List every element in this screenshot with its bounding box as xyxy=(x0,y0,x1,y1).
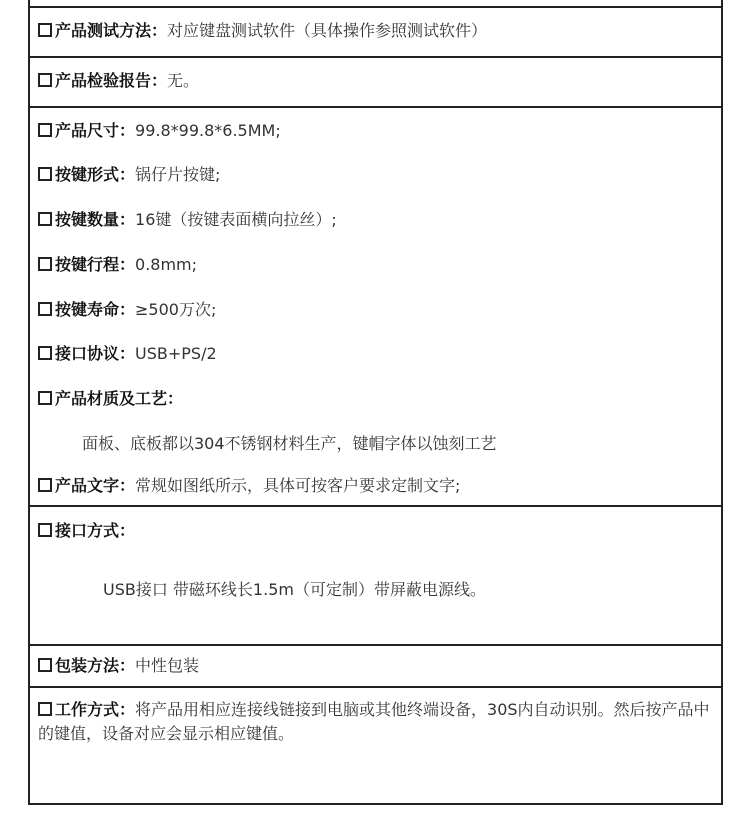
checkbox-icon xyxy=(38,658,52,672)
checkbox-icon xyxy=(38,302,52,316)
spec-row-interface-detail xyxy=(103,579,486,601)
spec-label: 产品尺寸： xyxy=(55,121,136,140)
spec-label: 产品测试方法： xyxy=(55,21,168,40)
spec-row-key-life xyxy=(38,299,216,321)
spec-value: ≥500万次; xyxy=(135,300,217,319)
checkbox-icon xyxy=(38,212,52,226)
spec-row-key-travel xyxy=(38,254,197,276)
checkbox-icon xyxy=(38,123,52,137)
checkbox-icon xyxy=(38,478,52,492)
spec-value: 16键（按键表面横向拉丝）; xyxy=(135,210,337,229)
spec-label: 产品检验报告： xyxy=(55,71,168,90)
spec-label: 按键行程： xyxy=(55,255,136,274)
spec-label: 按键形式： xyxy=(55,165,136,184)
spec-row-packaging xyxy=(38,655,199,677)
spec-row-key-type xyxy=(38,164,220,186)
spec-label: 包装方法： xyxy=(55,656,136,675)
divider xyxy=(28,6,723,8)
spec-value: 0.8mm; xyxy=(135,255,198,274)
spec-value: USB接口 带磁环线长1.5m（可定制）带屏蔽电源线。 xyxy=(103,580,486,599)
divider xyxy=(28,56,723,58)
spec-value: 无。 xyxy=(167,71,200,90)
checkbox-icon xyxy=(38,73,52,87)
spec-row-size xyxy=(38,120,281,142)
checkbox-icon xyxy=(38,257,52,271)
divider xyxy=(28,644,723,646)
spec-value: 99.8*99.8*6.5MM; xyxy=(135,121,281,140)
spec-row-working-mode xyxy=(38,698,718,746)
divider xyxy=(28,686,723,688)
spec-label: 按键数量： xyxy=(55,210,136,229)
spec-row-interface xyxy=(38,520,135,542)
spec-row-key-count xyxy=(38,209,337,231)
spec-label: 产品文字： xyxy=(55,476,136,495)
spec-row-material xyxy=(38,388,183,410)
spec-row-interface-protocol xyxy=(38,343,217,365)
spec-value: 对应键盘测试软件（具体操作参照测试软件） xyxy=(167,21,488,40)
divider xyxy=(28,106,723,108)
spec-value: 常规如图纸所示，具体可按客户要求定制文字; xyxy=(135,476,461,495)
checkbox-icon xyxy=(38,23,52,37)
spec-row-material-detail xyxy=(82,433,497,455)
spec-label: 工作方式： xyxy=(55,700,136,719)
checkbox-icon xyxy=(38,167,52,181)
spec-value: 面板、底板都以304不锈钢材料生产，键帽字体以蚀刻工艺 xyxy=(82,434,497,453)
spec-label: 按键寿命： xyxy=(55,300,136,319)
checkbox-icon xyxy=(38,346,52,360)
spec-row-inspection-report xyxy=(38,70,199,92)
spec-label: 接口协议： xyxy=(55,344,136,363)
divider xyxy=(28,505,723,507)
spec-value: 中性包装 xyxy=(135,656,200,675)
checkbox-icon xyxy=(38,523,52,537)
spec-row-test-method xyxy=(38,20,487,42)
spec-row-product-text xyxy=(38,475,460,497)
checkbox-icon xyxy=(38,391,52,405)
checkbox-icon xyxy=(38,702,52,716)
spec-value: USB+PS/2 xyxy=(135,344,217,363)
spec-label: 产品材质及工艺： xyxy=(55,389,184,408)
spec-label: 接口方式： xyxy=(55,521,136,540)
spec-value: 锅仔片按键; xyxy=(135,165,221,184)
spec-value: 将产品用相应连接线链接到电脑或其他终端设备，30S内自动识别。然后按产品中的键值，设备对应会显示相应键值。 xyxy=(38,700,710,743)
